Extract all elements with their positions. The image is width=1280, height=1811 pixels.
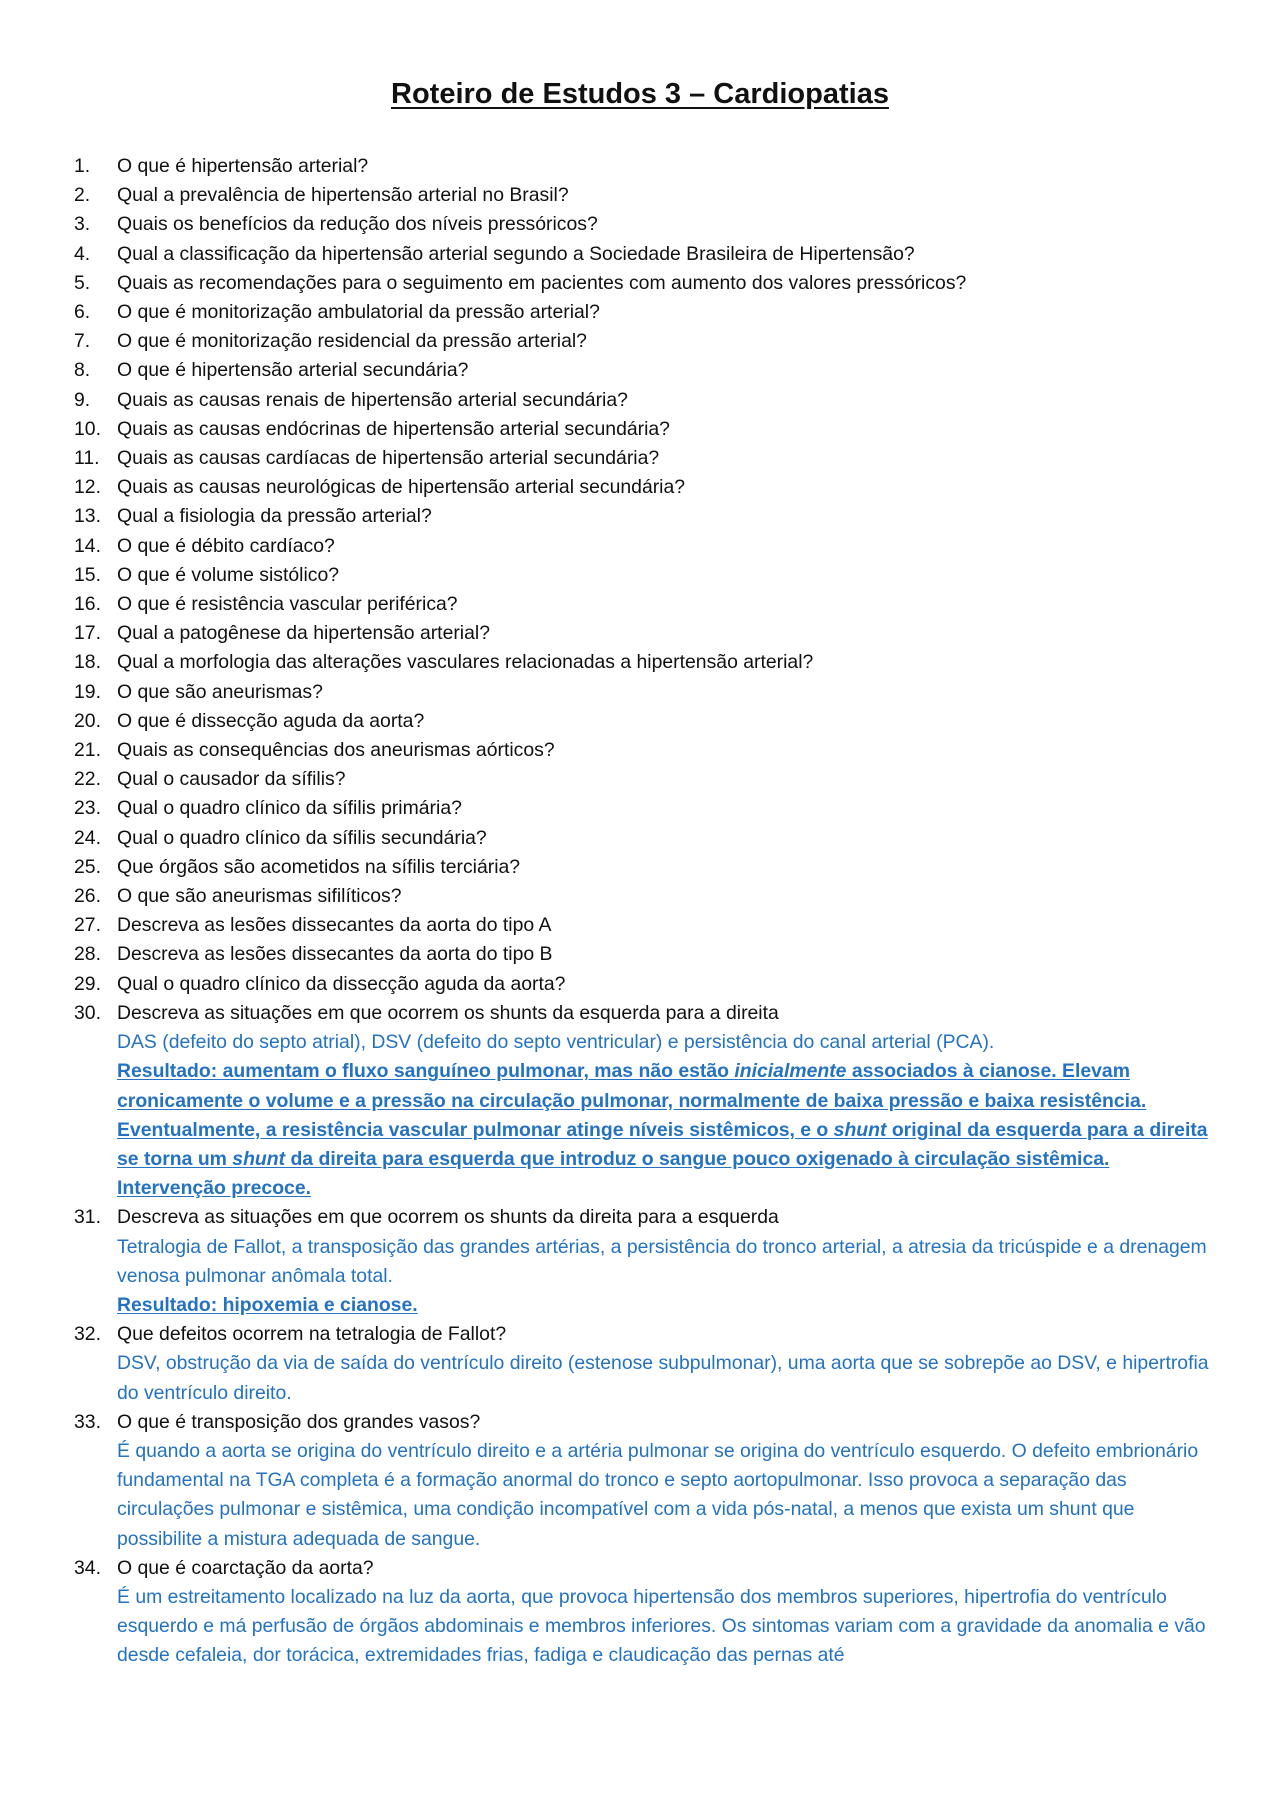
item-number: 15. — [74, 563, 101, 586]
item-number: 1. — [74, 155, 91, 177]
item-number: 7. — [74, 330, 91, 353]
question-text: Qual o quadro clínico da dissecção aguda da aorta? — [117, 972, 566, 995]
item-number: 13. — [74, 505, 101, 528]
question-text: Qual o causador da sífilis? — [117, 768, 346, 791]
item-number: 27. — [74, 914, 101, 937]
item-number: 2. — [74, 184, 91, 207]
answer-result-part: original da esquerda para a direita se torna um — [117, 1118, 1208, 1170]
question-text: O que são aneurismas? — [117, 680, 323, 703]
list-item — [74, 1554, 1224, 1671]
answer-block — [117, 1583, 1224, 1671]
item-number: 11. — [74, 447, 100, 470]
question-text: O que é resistência vascular periférica? — [117, 593, 458, 616]
answer-block — [117, 1028, 1224, 1203]
list-item — [74, 561, 1224, 590]
question-text: O que é monitorização residencial da pressão arterial? — [117, 330, 587, 353]
item-number: 28. — [74, 943, 101, 966]
list-item — [74, 386, 1224, 415]
item-number: 20. — [74, 709, 101, 732]
question-text: O que é débito cardíaco? — [117, 534, 335, 557]
item-number: 17. — [74, 622, 101, 645]
question-text: Quais as recomendações para o seguimento em pacientes com aumento dos valores pressóricos? — [117, 271, 967, 294]
list-item — [74, 853, 1224, 882]
item-number: 33. — [74, 1410, 101, 1433]
question-text: Qual a classificação da hipertensão arterial segundo a Sociedade Brasileira de Hipertensão? — [117, 242, 915, 265]
item-number: 16. — [74, 593, 101, 616]
question-list — [74, 152, 1224, 1671]
answer-block — [117, 1233, 1224, 1321]
question-text: Descreva as lesões dissecantes da aorta do tipo A — [117, 914, 552, 937]
answer-text: DSV, obstrução da via de saída do ventrículo direito (estenose subpulmonar), uma aorta que se sobrepõe ao DSV, e hipertrofia do ventrículo direito. — [117, 1352, 1209, 1404]
answer-text: DAS (defeito do septo atrial), DSV (defeito do septo ventricular) e persistência do canal arterial (PCA). — [117, 1031, 995, 1054]
question-text: Descreva as situações em que ocorrem os shunts da direita para a esquerda — [117, 1206, 779, 1229]
item-number: 25. — [74, 855, 101, 878]
list-item — [74, 911, 1224, 940]
question-text: O que são aneurismas sifilíticos? — [117, 885, 402, 908]
item-number: 6. — [74, 301, 91, 324]
answer-result: Intervenção precoce. — [117, 1177, 311, 1200]
question-text: Qual a patogênese da hipertensão arterial? — [117, 622, 490, 645]
answer-result-part: Resultado: aumentam o fluxo sanguíneo pulmonar, mas não estão — [117, 1060, 735, 1083]
question-text: Descreva as lesões dissecantes da aorta do tipo B — [117, 943, 553, 966]
question-text: Que defeitos ocorrem na tetralogia de Fallot? — [117, 1323, 507, 1346]
item-number: 18. — [74, 651, 101, 674]
list-item — [74, 794, 1224, 823]
list-item — [74, 1408, 1224, 1554]
list-item — [74, 444, 1224, 473]
item-number: 19. — [74, 680, 101, 703]
list-item — [74, 999, 1224, 1203]
item-number: 4. — [74, 242, 91, 265]
item-number: 23. — [74, 797, 101, 820]
list-item — [74, 415, 1224, 444]
list-item — [74, 532, 1224, 561]
question-text: Qual o quadro clínico da sífilis secundária? — [117, 826, 487, 849]
list-item — [74, 298, 1224, 327]
answer-result-emphasis: shunt — [232, 1147, 286, 1170]
list-item — [74, 970, 1224, 999]
list-item — [74, 765, 1224, 794]
item-number: 29. — [74, 972, 101, 995]
list-item — [74, 707, 1224, 736]
item-number: 24. — [74, 826, 101, 849]
question-text: O que é hipertensão arterial? — [117, 155, 369, 177]
answer-result-part: Eventualmente, a resistência vascular pulmonar atinge níveis sistêmicos, e o — [117, 1118, 834, 1141]
answer-result — [117, 1057, 1224, 1115]
list-item — [74, 152, 1224, 181]
answer-result-part: da direita para esquerda que introduz o sangue pouco oxigenado à circulação sistêmica. — [285, 1147, 1110, 1170]
list-item — [74, 327, 1224, 356]
answer-block — [117, 1349, 1224, 1407]
question-text: O que é coarctação da aorta? — [117, 1556, 374, 1579]
answer-result-emphasis: shunt — [833, 1118, 887, 1141]
list-item — [74, 882, 1224, 911]
item-number: 21. — [74, 739, 101, 762]
list-item — [74, 678, 1224, 707]
question-text: Quais as causas renais de hipertensão arterial secundária? — [117, 388, 628, 411]
question-text: O que é hipertensão arterial secundária? — [117, 359, 469, 382]
item-number: 5. — [74, 271, 91, 294]
list-item — [74, 1320, 1224, 1408]
question-text: Quais as causas neurológicas de hipertensão arterial secundária? — [117, 476, 686, 499]
question-text: Que órgãos são acometidos na sífilis terciária? — [117, 855, 521, 878]
answer-result-emphasis: inicialmente — [734, 1060, 847, 1083]
answer-result-part: associados à cianose. Elevam cronicamente o volume e a pressão na circulação pulmonar, normalmente de baixa pressão e baixa resistência. — [117, 1060, 1147, 1112]
list-item — [74, 648, 1224, 677]
question-text: Quais os benefícios da redução dos níveis pressóricos? — [117, 213, 598, 236]
list-item — [74, 590, 1224, 619]
question-text: Qual a fisiologia da pressão arterial? — [117, 505, 432, 528]
list-item — [74, 181, 1224, 210]
question-text: O que é transposição dos grandes vasos? — [117, 1410, 481, 1433]
item-number: 34. — [74, 1556, 101, 1579]
item-number: 22. — [74, 768, 101, 791]
answer-result — [117, 1116, 1224, 1174]
item-number: 26. — [74, 885, 101, 908]
list-item — [74, 940, 1224, 969]
item-number: 12. — [74, 476, 101, 499]
answer-text: É quando a aorta se origina do ventrículo direito e a artéria pulmonar se origina do ventrículo esquerdo. O defeito embrionário fundamental na TGA completa é a formação anormal do tronco e septo aortopulmonar. Isso provoca a separação das circulações pulmonar e sistêmica, uma condição incompatível com a vida pós-natal, a menos que exista um shunt que possibilite a mistura adequada de sangue. — [117, 1439, 1199, 1550]
question-text: O que é volume sistólico? — [117, 563, 340, 586]
question-text: O que é monitorização ambulatorial da pressão arterial? — [117, 301, 600, 324]
question-text: Quais as consequências dos aneurismas aórticos? — [117, 739, 555, 762]
list-item — [74, 619, 1224, 648]
list-item — [74, 824, 1224, 853]
list-item — [74, 269, 1224, 298]
question-text: Qual a prevalência de hipertensão arterial no Brasil? — [117, 184, 569, 207]
question-text: O que é dissecção aguda da aorta? — [117, 709, 425, 732]
list-item — [74, 356, 1224, 385]
answer-block — [117, 1437, 1224, 1554]
list-item — [74, 502, 1224, 531]
item-number: 10. — [74, 417, 101, 440]
answer-result: Resultado: hipoxemia e cianose. — [117, 1293, 418, 1316]
list-item — [74, 1203, 1224, 1320]
item-number: 30. — [74, 1001, 101, 1024]
question-text: Descreva as situações em que ocorrem os shunts da esquerda para a direita — [117, 1001, 779, 1024]
item-number: 8. — [74, 359, 91, 382]
list-item — [74, 473, 1224, 502]
item-number: 32. — [74, 1323, 101, 1346]
item-number: 3. — [74, 213, 91, 236]
answer-text: Tetralogia de Fallot, a transposição das grandes artérias, a persistência do tronco arterial, a atresia da tricúspide e a drenagem venosa pulmonar anômala total. — [117, 1235, 1207, 1287]
list-item — [74, 240, 1224, 269]
question-text: Quais as causas cardíacas de hipertensão arterial secundária? — [117, 447, 660, 470]
item-number: 9. — [74, 388, 91, 411]
page-title: Roteiro de Estudos 3 – Cardiopatias — [391, 78, 889, 110]
question-text: Quais as causas endócrinas de hipertensão arterial secundária? — [117, 417, 670, 440]
answer-text: É um estreitamento localizado na luz da aorta, que provoca hipertensão dos membros superiores, hipertrofia do ventrículo esquerdo e má perfusão de órgãos abdominais e membros inferiores. Os sintomas variam com a gravidade da anomalia e vão desde cefaleia, dor torácica, extremidades frias, fadiga e claudicação das pernas até — [117, 1585, 1206, 1667]
question-text: Qual o quadro clínico da sífilis primária? — [117, 797, 462, 820]
item-number: 14. — [74, 534, 101, 557]
list-item — [74, 736, 1224, 765]
item-number: 31. — [74, 1206, 101, 1229]
list-item — [74, 210, 1224, 239]
question-text: Qual a morfologia das alterações vasculares relacionadas a hipertensão arterial? — [117, 651, 814, 674]
